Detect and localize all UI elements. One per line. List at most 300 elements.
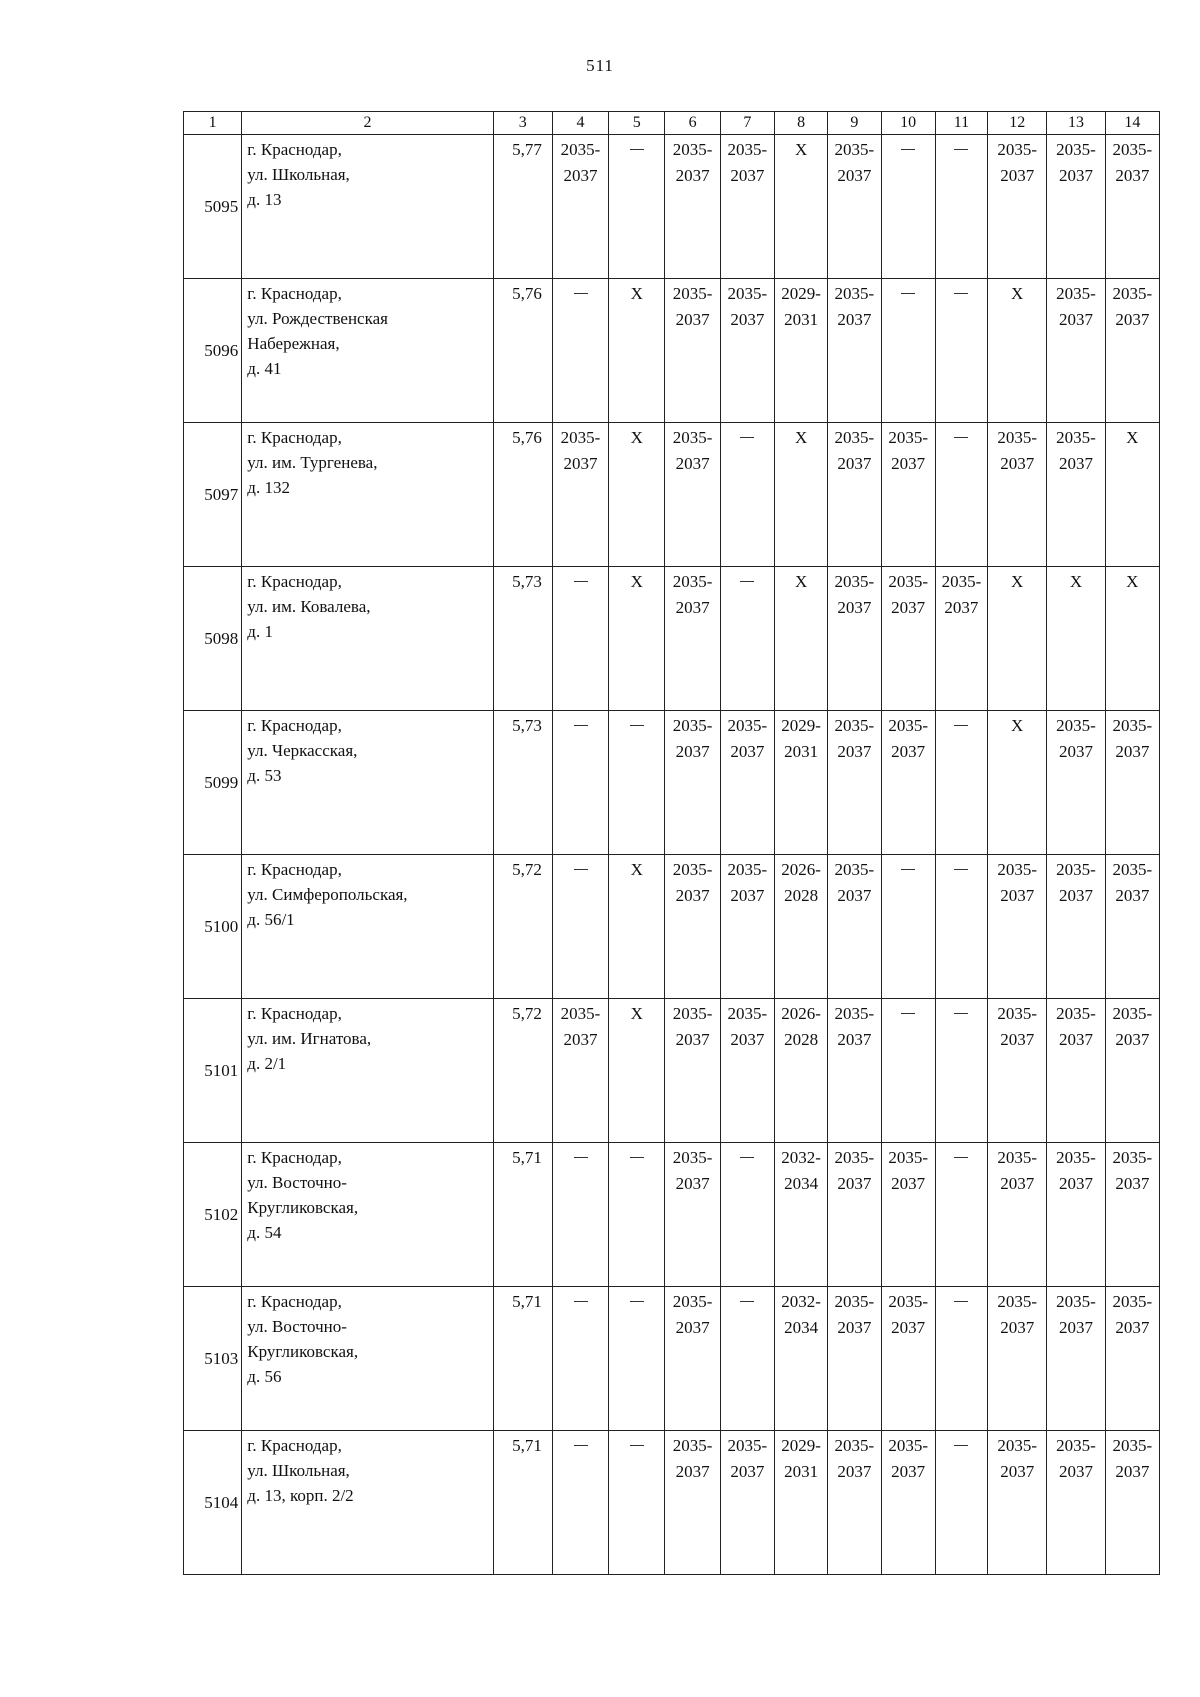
period-start: 2035-: [1056, 860, 1096, 879]
period-cell-col-13: [1047, 855, 1105, 999]
period-cell-col-7: [720, 1143, 774, 1287]
period-cell-col-6: [665, 279, 720, 423]
period-cell-col-8: X: [774, 135, 827, 279]
period-cell-col-8: [774, 1431, 827, 1575]
period-cell-col-9: [828, 135, 881, 279]
dash-mark: [574, 581, 588, 582]
period-start: 2035-: [1112, 1148, 1153, 1167]
dash-mark: [630, 725, 644, 726]
period-end: 2037: [675, 886, 710, 905]
period-start: 2035-: [1112, 860, 1153, 879]
table-row: [184, 567, 1160, 711]
period-cell-col-6: [665, 135, 720, 279]
dash-mark: [574, 1301, 588, 1302]
period-end: 2037: [730, 742, 765, 761]
period-end: 2037: [1000, 454, 1035, 473]
dash-mark: [740, 1301, 754, 1302]
coefficient-cell: 5,76: [493, 423, 552, 567]
period-end: 2037: [675, 1462, 710, 1481]
period-end: 2037: [1058, 310, 1093, 329]
period-cell-col-11: [935, 279, 987, 423]
period-cell-col-12: [988, 1287, 1047, 1431]
period-end: 2037: [563, 454, 598, 473]
dash-mark: [954, 725, 968, 726]
period-cell-col-10: [881, 1287, 935, 1431]
period-start: 2035-: [997, 860, 1038, 879]
period-start: 2035-: [560, 140, 601, 159]
period-cell-col-5: X: [609, 999, 665, 1143]
period-cell-col-5: X: [609, 855, 665, 999]
period-end: 2037: [944, 598, 979, 617]
period-start: 2035-: [672, 428, 713, 447]
address-line: ул. Симферопольская,: [247, 885, 408, 904]
period-cell-col-8: [774, 855, 827, 999]
period-cell-col-5: X: [609, 279, 665, 423]
period-start: 2035-: [834, 284, 875, 303]
address-line: ул. им. Тургенева,: [247, 453, 378, 472]
address-line: ул. Восточно-: [247, 1317, 347, 1336]
period-cell-col-14: [1105, 1143, 1159, 1287]
period-cell-col-14: X: [1105, 423, 1159, 567]
period-start: 2035-: [1056, 428, 1096, 447]
period-cell-col-4: [552, 1431, 608, 1575]
period-end: 2037: [891, 742, 926, 761]
address-line: д. 41: [247, 359, 282, 378]
period-start: 2035-: [834, 716, 875, 735]
period-end: 2037: [1115, 1030, 1150, 1049]
period-start: 2035-: [672, 1148, 713, 1167]
period-cell-col-12: X: [988, 567, 1047, 711]
period-cell-col-8: [774, 1287, 827, 1431]
period-cell-col-5: [609, 1431, 665, 1575]
period-start: 2035-: [560, 1004, 601, 1023]
address-cell: [242, 1143, 493, 1287]
period-end: 2037: [891, 1462, 926, 1481]
column-header-8: 8: [774, 112, 827, 135]
dash-mark: [574, 1445, 588, 1446]
period-cell-col-13: [1047, 423, 1105, 567]
address-cell: [242, 999, 493, 1143]
period-cell-col-6: [665, 1431, 720, 1575]
period-start: 2035-: [941, 572, 982, 591]
period-cell-col-10: [881, 855, 935, 999]
period-start: 2035-: [1056, 1292, 1096, 1311]
period-cell-col-7: [720, 1287, 774, 1431]
period-cell-col-5: X: [609, 423, 665, 567]
period-end: 2037: [891, 1318, 926, 1337]
period-end: 2031: [784, 310, 819, 329]
address-line: г. Краснодар,: [247, 860, 342, 879]
column-header-14: 14: [1105, 112, 1159, 135]
column-header-3: 3: [493, 112, 552, 135]
address-line: ул. Школьная,: [247, 165, 350, 184]
period-start: 2035-: [888, 716, 928, 735]
column-header-7: 7: [720, 112, 774, 135]
period-start: 2035-: [888, 1436, 928, 1455]
address-line: ул. им. Игнатова,: [247, 1029, 372, 1048]
row-number: 5104: [184, 1431, 242, 1575]
period-start: 2035-: [1112, 284, 1153, 303]
period-cell-col-11: [935, 423, 987, 567]
address-line: д. 53: [247, 766, 282, 785]
period-cell-col-14: [1105, 135, 1159, 279]
table-row: [184, 135, 1160, 279]
column-header-9: 9: [828, 112, 881, 135]
period-start: 2035-: [888, 428, 928, 447]
table-body: [184, 135, 1160, 1575]
period-end: 2037: [891, 454, 926, 473]
address-line: д. 132: [247, 478, 290, 497]
period-cell-col-7: [720, 135, 774, 279]
period-cell-col-12: [988, 855, 1047, 999]
coefficient-cell: 5,72: [493, 855, 552, 999]
period-start: 2035-: [672, 140, 713, 159]
period-cell-col-13: [1047, 279, 1105, 423]
column-header-6: 6: [665, 112, 720, 135]
period-cell-col-6: [665, 567, 720, 711]
housing-register-table: [183, 111, 1160, 1575]
period-cell-col-6: [665, 1143, 720, 1287]
period-start: 2035-: [997, 1436, 1038, 1455]
period-end: 2037: [730, 166, 765, 185]
address-line: д. 56/1: [247, 910, 295, 929]
period-cell-col-5: X: [609, 567, 665, 711]
address-line: г. Краснодар,: [247, 1436, 342, 1455]
period-end: 2037: [675, 1318, 710, 1337]
row-number: 5095: [184, 135, 242, 279]
period-end: 2037: [1058, 1030, 1093, 1049]
period-cell-col-12: X: [988, 279, 1047, 423]
column-header-5: 5: [609, 112, 665, 135]
period-start: 2035-: [997, 1292, 1038, 1311]
period-start: 2035-: [727, 140, 768, 159]
period-end: 2037: [1000, 1174, 1035, 1193]
period-cell-col-13: [1047, 1287, 1105, 1431]
period-end: 2037: [675, 598, 710, 617]
address-line: д. 2/1: [247, 1054, 287, 1073]
period-cell-col-9: [828, 999, 881, 1143]
period-cell-col-11: [935, 135, 987, 279]
period-cell-col-6: [665, 1287, 720, 1431]
period-cell-col-7: [720, 279, 774, 423]
period-cell-col-5: [609, 1287, 665, 1431]
dash-mark: [954, 1301, 968, 1302]
period-start: 2035-: [672, 284, 713, 303]
period-start: 2035-: [727, 860, 768, 879]
period-end: 2037: [675, 1174, 710, 1193]
period-end: 2037: [675, 166, 710, 185]
period-cell-col-10: [881, 1431, 935, 1575]
coefficient-cell: 5,77: [493, 135, 552, 279]
period-cell-col-13: [1047, 1431, 1105, 1575]
period-end: 2028: [784, 1030, 819, 1049]
period-end: 2037: [891, 598, 926, 617]
period-end: 2037: [837, 1030, 872, 1049]
period-cell-col-12: [988, 135, 1047, 279]
period-start: 2035-: [1112, 1004, 1153, 1023]
period-end: 2037: [1115, 166, 1150, 185]
period-start: 2032-: [781, 1148, 821, 1167]
period-cell-col-5: [609, 135, 665, 279]
address-line: ул. Рождественская: [247, 309, 388, 328]
period-start: 2035-: [1112, 1436, 1153, 1455]
period-start: 2035-: [1056, 1148, 1096, 1167]
period-start: 2032-: [781, 1292, 821, 1311]
period-cell-col-13: X: [1047, 567, 1105, 711]
period-end: 2037: [837, 886, 872, 905]
period-cell-col-6: [665, 711, 720, 855]
period-cell-col-5: [609, 711, 665, 855]
period-end: 2037: [730, 886, 765, 905]
period-end: 2037: [837, 310, 872, 329]
period-start: 2035-: [997, 1004, 1038, 1023]
address-cell: [242, 711, 493, 855]
period-cell-col-10: [881, 711, 935, 855]
period-cell-col-4: [552, 855, 608, 999]
period-start: 2035-: [834, 1004, 875, 1023]
address-line: Набережная,: [247, 334, 340, 353]
row-number: 5102: [184, 1143, 242, 1287]
address-line: Кругликовская,: [247, 1342, 359, 1361]
period-cell-col-8: X: [774, 567, 827, 711]
period-end: 2037: [1000, 1318, 1035, 1337]
period-cell-col-13: [1047, 135, 1105, 279]
row-number: 5103: [184, 1287, 242, 1431]
dash-mark: [740, 437, 754, 438]
dash-mark: [901, 869, 915, 870]
address-line: г. Краснодар,: [247, 572, 342, 591]
period-cell-col-14: [1105, 711, 1159, 855]
dash-mark: [901, 1013, 915, 1014]
coefficient-cell: 5,76: [493, 279, 552, 423]
period-cell-col-9: [828, 711, 881, 855]
period-cell-col-9: [828, 567, 881, 711]
dash-mark: [954, 1445, 968, 1446]
period-start: 2029-: [781, 1436, 821, 1455]
period-cell-col-9: [828, 423, 881, 567]
address-line: ул. Черкасская,: [247, 741, 358, 760]
address-line: г. Краснодар,: [247, 140, 342, 159]
dash-mark: [954, 1157, 968, 1158]
page-number: 511: [586, 56, 614, 75]
address-cell: [242, 135, 493, 279]
period-cell-col-4: [552, 279, 608, 423]
dash-mark: [901, 149, 915, 150]
period-end: 2037: [1115, 742, 1150, 761]
period-start: 2035-: [1056, 1436, 1096, 1455]
period-end: 2037: [730, 310, 765, 329]
dash-mark: [901, 293, 915, 294]
period-cell-col-11: [935, 999, 987, 1143]
column-header-12: 12: [988, 112, 1047, 135]
period-cell-col-4: [552, 567, 608, 711]
address-cell: [242, 423, 493, 567]
period-end: 2031: [784, 1462, 819, 1481]
period-start: 2035-: [834, 1292, 875, 1311]
period-start: 2035-: [834, 1148, 875, 1167]
period-cell-col-10: [881, 423, 935, 567]
period-cell-col-13: [1047, 999, 1105, 1143]
column-header-10: 10: [881, 112, 935, 135]
period-end: 2037: [1058, 742, 1093, 761]
coefficient-cell: 5,73: [493, 567, 552, 711]
address-line: д. 13, корп. 2/2: [247, 1486, 354, 1505]
period-end: 2037: [837, 1174, 872, 1193]
period-cell-col-7: [720, 423, 774, 567]
dash-mark: [574, 1157, 588, 1158]
address-line: г. Краснодар,: [247, 1004, 342, 1023]
address-cell: [242, 1287, 493, 1431]
period-cell-col-9: [828, 279, 881, 423]
period-cell-col-14: [1105, 855, 1159, 999]
period-end: 2037: [837, 598, 872, 617]
period-start: 2029-: [781, 716, 821, 735]
period-end: 2037: [1115, 1318, 1150, 1337]
period-end: 2037: [837, 1318, 872, 1337]
period-start: 2035-: [1112, 140, 1153, 159]
period-cell-col-12: X: [988, 711, 1047, 855]
period-cell-col-8: [774, 711, 827, 855]
column-header-4: 4: [552, 112, 608, 135]
period-start: 2035-: [834, 428, 875, 447]
period-cell-col-4: [552, 135, 608, 279]
dash-mark: [630, 149, 644, 150]
period-cell-col-10: [881, 999, 935, 1143]
period-cell-col-4: [552, 711, 608, 855]
coefficient-cell: 5,71: [493, 1431, 552, 1575]
period-end: 2037: [837, 1462, 872, 1481]
period-start: 2026-: [781, 860, 821, 879]
period-cell-col-9: [828, 1287, 881, 1431]
row-number: 5100: [184, 855, 242, 999]
period-end: 2037: [1115, 886, 1150, 905]
coefficient-cell: 5,71: [493, 1143, 552, 1287]
period-cell-col-9: [828, 1143, 881, 1287]
address-line: ул. Восточно-: [247, 1173, 347, 1192]
period-cell-col-14: [1105, 999, 1159, 1143]
period-cell-col-4: [552, 1287, 608, 1431]
dash-mark: [740, 581, 754, 582]
period-start: 2035-: [888, 572, 928, 591]
period-start: 2035-: [672, 860, 713, 879]
period-cell-col-7: [720, 711, 774, 855]
period-end: 2037: [675, 742, 710, 761]
period-start: 2035-: [888, 1292, 928, 1311]
period-cell-col-11: [935, 1143, 987, 1287]
period-start: 2035-: [727, 716, 768, 735]
period-cell-col-10: [881, 135, 935, 279]
period-end: 2037: [563, 166, 598, 185]
period-cell-col-6: [665, 999, 720, 1143]
period-start: 2035-: [888, 1148, 928, 1167]
period-end: 2028: [784, 886, 819, 905]
dash-mark: [630, 1157, 644, 1158]
period-cell-col-13: [1047, 711, 1105, 855]
period-cell-col-9: [828, 1431, 881, 1575]
period-cell-col-4: [552, 423, 608, 567]
period-end: 2037: [675, 310, 710, 329]
period-cell-col-8: [774, 279, 827, 423]
period-start: 2035-: [1056, 1004, 1096, 1023]
period-start: 2035-: [997, 428, 1038, 447]
table-row: [184, 1143, 1160, 1287]
address-line: Кругликовская,: [247, 1198, 359, 1217]
period-end: 2037: [675, 454, 710, 473]
period-end: 2037: [1000, 886, 1035, 905]
period-end: 2037: [1058, 1318, 1093, 1337]
row-number: 5097: [184, 423, 242, 567]
table-row: [184, 711, 1160, 855]
address-line: г. Краснодар,: [247, 1148, 342, 1167]
period-start: 2035-: [1056, 716, 1096, 735]
column-header-11: 11: [935, 112, 987, 135]
period-start: 2035-: [672, 1436, 713, 1455]
address-line: д. 56: [247, 1367, 282, 1386]
period-end: 2034: [784, 1318, 819, 1337]
period-cell-col-14: X: [1105, 567, 1159, 711]
period-cell-col-8: [774, 999, 827, 1143]
address-cell: [242, 567, 493, 711]
period-end: 2037: [730, 1462, 765, 1481]
table-row: [184, 1287, 1160, 1431]
period-cell-col-4: [552, 999, 608, 1143]
address-line: ул. им. Ковалева,: [247, 597, 371, 616]
period-start: 2035-: [997, 140, 1038, 159]
period-start: 2035-: [727, 284, 768, 303]
period-start: 2035-: [1112, 1292, 1153, 1311]
period-cell-col-8: [774, 1143, 827, 1287]
dash-mark: [574, 293, 588, 294]
period-end: 2037: [1115, 1174, 1150, 1193]
period-end: 2037: [837, 742, 872, 761]
table-row: [184, 279, 1160, 423]
period-cell-col-11: [935, 1287, 987, 1431]
period-end: 2037: [1058, 166, 1093, 185]
period-end: 2037: [837, 454, 872, 473]
column-header-2: 2: [242, 112, 493, 135]
coefficient-cell: 5,71: [493, 1287, 552, 1431]
column-number-row: [184, 112, 1160, 135]
table-row: [184, 855, 1160, 999]
period-end: 2037: [1115, 1462, 1150, 1481]
period-end: 2037: [1058, 1462, 1093, 1481]
period-start: 2035-: [672, 572, 713, 591]
period-cell-col-9: [828, 855, 881, 999]
table-header: [184, 112, 1160, 135]
period-start: 2035-: [1056, 284, 1096, 303]
column-header-1: 1: [184, 112, 242, 135]
dash-mark: [630, 1301, 644, 1302]
period-start: 2035-: [672, 716, 713, 735]
row-number: 5096: [184, 279, 242, 423]
period-end: 2037: [891, 1174, 926, 1193]
address-line: г. Краснодар,: [247, 1292, 342, 1311]
table-row: [184, 423, 1160, 567]
period-start: 2035-: [834, 860, 875, 879]
period-cell-col-10: [881, 567, 935, 711]
period-end: 2037: [1000, 166, 1035, 185]
row-number: 5099: [184, 711, 242, 855]
period-cell-col-11: [935, 567, 987, 711]
period-cell-col-11: [935, 1431, 987, 1575]
period-cell-col-4: [552, 1143, 608, 1287]
period-end: 2037: [563, 1030, 598, 1049]
period-start: 2035-: [727, 1436, 768, 1455]
period-cell-col-11: [935, 855, 987, 999]
column-header-13: 13: [1047, 112, 1105, 135]
period-start: 2035-: [997, 1148, 1038, 1167]
address-line: г. Краснодар,: [247, 284, 342, 303]
